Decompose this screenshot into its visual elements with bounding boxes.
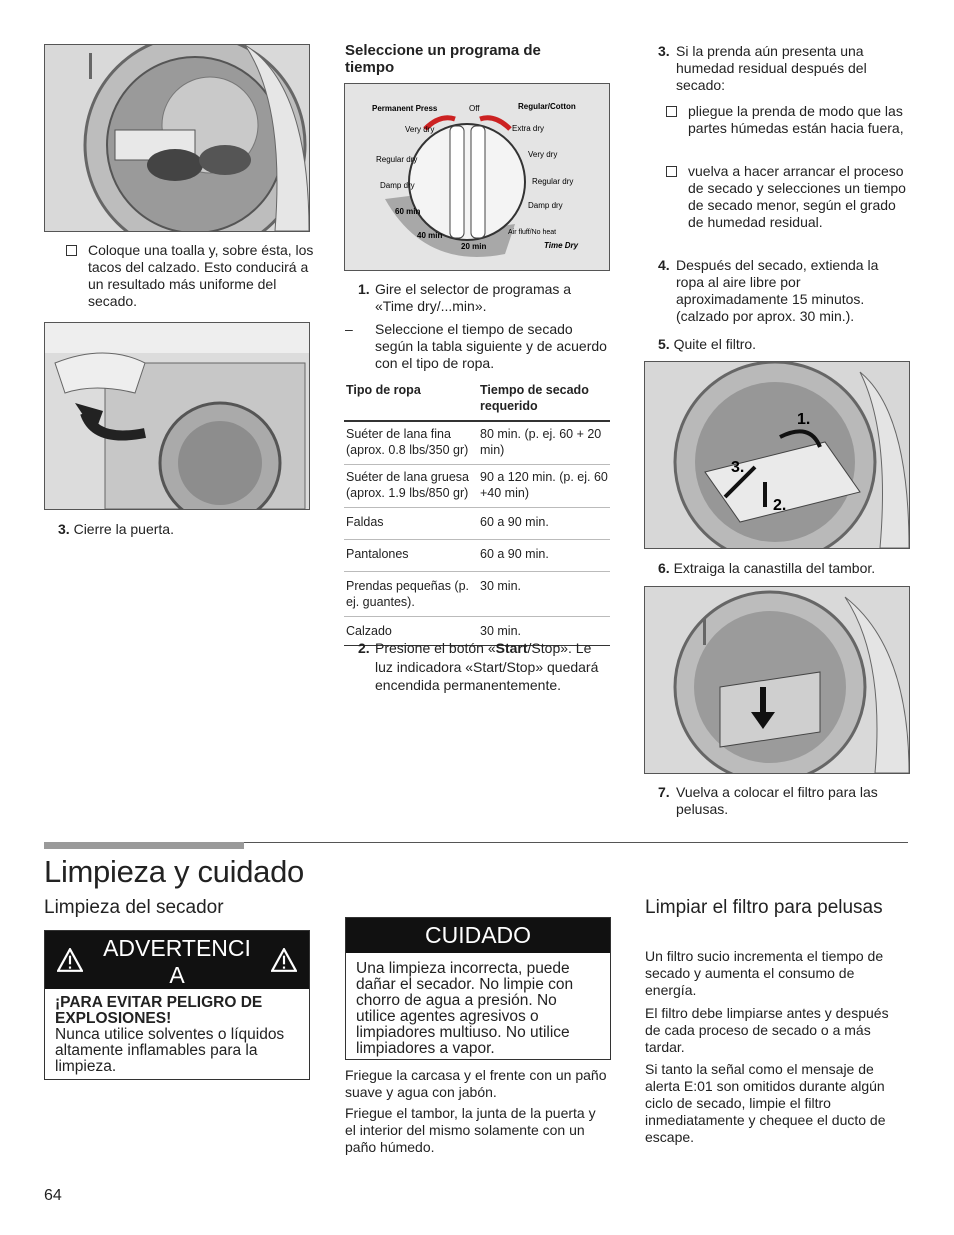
table-row — [344, 421, 610, 465]
right-step3 — [658, 43, 908, 94]
table-cell: Pantalones — [344, 540, 478, 572]
table-cell: Prendas pequeñas (p. ej. guantes). — [344, 572, 478, 617]
middle-dash-item — [345, 321, 608, 372]
step-towel-item — [66, 242, 314, 310]
table-header-time: Tiempo de secado requerido — [478, 378, 610, 421]
middle-step1-number: 1. — [358, 281, 370, 297]
dial-40min: 40 min — [417, 231, 443, 240]
sub-heading-left: Limpieza del secador — [44, 897, 224, 918]
middle-step2-start: Start — [495, 640, 528, 656]
right-step6-number: 6. — [658, 560, 670, 576]
dial-permanent-press: Permanent Press — [372, 104, 438, 113]
table-cell: 60 a 90 min. — [478, 508, 610, 540]
drum-shoe-rack-illustration — [44, 44, 310, 232]
table-cell: 30 min. — [478, 617, 610, 646]
section-divider-accent — [44, 842, 244, 849]
middle-step1-text: Gire el selector de programas a «Time dry/...min». — [375, 281, 572, 314]
dash-bullet: – — [345, 321, 353, 337]
table-cell: 80 min. (p. ej. 60 + 20 min) — [478, 421, 610, 465]
checkbox-bullet-icon — [66, 245, 77, 256]
right-step7-text: Vuelva a colocar el filtro para las pelusas. — [676, 784, 878, 817]
dial-60min: 60 min — [395, 207, 421, 216]
right-step5-number: 5. — [658, 336, 670, 352]
right-bullet-1-text: pliegue la prenda de modo que las partes húmedas están hacia fuera, — [688, 103, 904, 136]
dial-right-label-4: Damp dry — [528, 201, 563, 210]
middle-clean-p1: Friegue la carcasa y el frente con un paño suave y agua con jabón. — [345, 1067, 607, 1100]
dial-right-label-1: Extra dry — [512, 124, 545, 133]
table-header-row — [344, 378, 610, 421]
middle-clean-p2: Friegue el tambor, la junta de la puerta y el interior del mismo solamente con un paño húmedo. — [345, 1105, 596, 1155]
middle-step2-post: /Stop». Le luz indicadora «Start/Stop» quedará encendida permanentemente. — [375, 640, 599, 693]
right-step4 — [658, 257, 908, 325]
remove-basket-illustration — [644, 361, 910, 549]
table-cell: Calzado — [344, 617, 478, 646]
right-step4-number: 4. — [658, 257, 670, 273]
warning-body — [45, 989, 309, 1075]
caution-text: Una limpieza incorrecta, puede dañar el secador. No limpie con chorro de agua a presión. No utilice agentes agresivos o limpiadores multiuso. No utilice limpiadores a vapor. — [356, 960, 574, 1057]
dial-right-label-3: Regular dry — [532, 177, 574, 186]
table-cell: 90 a 120 min. (p. ej. 60 +40 min) — [478, 465, 610, 508]
right-bullet-1 — [666, 103, 908, 137]
dial-right-label-2: Very dry — [528, 150, 558, 159]
dial-air-fluff: Air fluff/No heat — [508, 229, 557, 236]
checkbox-bullet-icon — [666, 106, 677, 117]
middle-step2-pre: Presione el botón « — [375, 640, 496, 656]
checkbox-bullet-icon — [666, 166, 677, 177]
left-step3 — [58, 521, 174, 538]
close-door-illustration — [44, 322, 310, 510]
middle-heading: Seleccione un programa de tiempo — [345, 42, 541, 76]
section-title: Limpieza y cuidado — [44, 854, 304, 889]
right-step3-number: 3. — [658, 43, 670, 59]
middle-step1 — [358, 281, 608, 315]
program-dial-illustration — [344, 83, 610, 271]
right-step7 — [658, 784, 908, 818]
filter-p2: El filtro debe limpiarse antes y después de cada proceso de secado o a más tardar. — [645, 1005, 889, 1055]
middle-dash-text: Seleccione el tiempo de secado según la tabla siguiente y de acuerdo con el tipo de ropa. — [375, 321, 607, 371]
dial-left-label-2: Regular dry — [376, 155, 418, 164]
caution-header: CUIDADO — [346, 918, 610, 953]
right-step6 — [658, 560, 875, 577]
middle-step2 — [358, 639, 610, 695]
table-header-type: Tipo de ropa — [344, 378, 478, 421]
dial-time-dry: Time Dry — [544, 241, 579, 250]
middle-step2-number: 2. — [358, 640, 370, 656]
warning-bold-text: ¡PARA EVITAR PELIGRO DE EXPLOSIONES! — [55, 994, 263, 1027]
table-cell: 60 a 90 min. — [478, 540, 610, 572]
page-number: 64 — [44, 1187, 62, 1204]
right-step4-text: Después del secado, extienda la ropa al aire libre por aproximadamente 15 minutos. (calzado por aprox. 30 min.). — [676, 257, 879, 324]
fig-label-2: 2. — [773, 497, 787, 514]
caution-box — [345, 917, 611, 1060]
fig-label-1: 1. — [797, 411, 811, 428]
table-row — [344, 465, 610, 508]
step-towel-text: Coloque una toalla y, sobre ésta, los tacos del calzado. Esto conducirá a un resultado más uniforme del secado. — [88, 242, 314, 309]
warning-title: ADVERTENCIA — [103, 935, 251, 988]
middle-step2-body — [375, 639, 610, 695]
replace-filter-illustration — [644, 586, 910, 774]
table-cell: 30 min. — [478, 572, 610, 617]
fig-label-3: 3. — [731, 459, 745, 476]
dial-left-label-3: Damp dry — [380, 181, 415, 190]
right-bullet-2-text: vuelva a hacer arrancar el proceso de secado y selecciones un tiempo de secado menor, según el grado de humedad residual. — [688, 163, 906, 230]
right-step6-text: Extraiga la canastilla del tambor. — [673, 560, 876, 576]
warning-header — [45, 931, 309, 989]
dial-left-label-1: Very dry — [405, 125, 435, 134]
filter-p1: Un filtro sucio incrementa el tiempo de secado y aumenta el consumo de energía. — [645, 948, 884, 998]
left-step3-text: Cierre la puerta. — [73, 521, 174, 537]
dial-20min: 20 min — [461, 242, 487, 251]
warning-text: Nunca utilice solventes o líquidos altamente inflamables para la limpieza. — [55, 1026, 285, 1075]
warning-box — [44, 930, 310, 1080]
filter-p3: Si tanto la señal como el mensaje de alerta E:01 son omitidos durante algún ciclo de secado, limpie el filtro inmediatamente y chequee el ducto de escape. — [645, 1061, 886, 1145]
right-step3-text: Si la prenda aún presenta una humedad residual después del secado: — [676, 43, 867, 93]
drying-time-table — [344, 378, 610, 646]
right-step5 — [658, 336, 756, 353]
table-cell: Suéter de lana gruesa (aprox. 1.9 lbs/850 gr) — [344, 465, 478, 508]
right-step7-number: 7. — [658, 784, 670, 800]
dial-regular-cotton: Regular/Cotton — [518, 102, 576, 111]
dial-off: Off — [469, 104, 480, 113]
warning-triangle-icon — [271, 948, 297, 972]
left-step3-number: 3. — [58, 521, 70, 537]
table-cell: Faldas — [344, 508, 478, 540]
table-cell: Suéter de lana fina (aprox. 0.8 lbs/350 gr) — [344, 421, 478, 465]
table-row — [344, 508, 610, 540]
warning-triangle-icon — [57, 948, 83, 972]
right-step5-text: Quite el filtro. — [673, 336, 757, 352]
sub-heading-right: Limpiar el filtro para pelusas — [645, 897, 883, 918]
table-row — [344, 572, 610, 617]
table-row — [344, 540, 610, 572]
right-bullet-2 — [666, 163, 908, 231]
